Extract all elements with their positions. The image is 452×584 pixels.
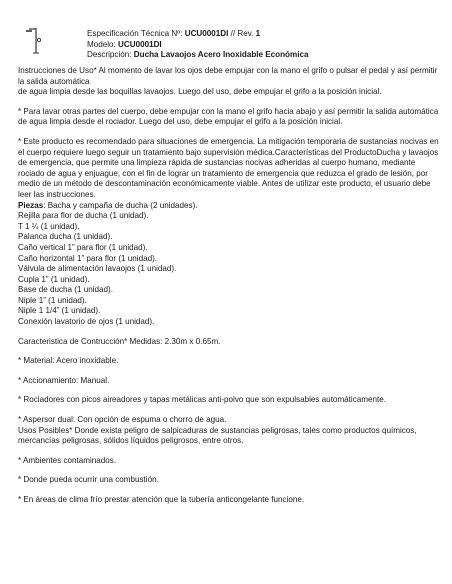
piece-item: Base de ducha (1 unidad). [18, 285, 113, 295]
usage-line-3: de agua limpia desde las boquillas lavaojos. Luego del uso, debe empujar el grifo a la posición inicial. [18, 87, 382, 97]
piece-item: Niple 1 1/4” (1 unidad). [18, 306, 101, 316]
description-value: Ducha Lavaojos Acero Inoxidable Económica [133, 50, 309, 60]
description-label: Descripción: [87, 50, 134, 60]
shower-eyewash-icon [24, 26, 44, 54]
spec-line [87, 29, 447, 40]
usage-line-2: la salida automática [18, 76, 90, 86]
description-line [87, 50, 447, 61]
piece-item: Caño horizontal 1” para flor (1 unidad). [18, 253, 158, 263]
model-label: Modelo: [87, 39, 119, 49]
body-wash-line-1: * Para lavar otras partes del cuerpo, debe empujar con la mano el grifo hacia abajo y así permitir la salida automática [18, 106, 439, 116]
material-line: * Material: Acero inoxidable. [18, 356, 119, 366]
piece-item: Válvula de alimentación lavaojos (1 unidad). [18, 264, 177, 274]
spec-label: Especificación Técnica Nº: [87, 29, 185, 38]
uses-line-2: mercancías peligrosas, sólidos líquidos peligrosos, entre otros. [18, 436, 244, 446]
piece-item: Rejilla para flor de ducha (1 unidad). [18, 211, 149, 221]
features-line-6: leer las instrucciones. [18, 189, 96, 199]
piece-item: Conexión lavatorio de ojos (1 unidad). [18, 317, 155, 327]
piece-item: Niple 1” (1 unidad). [18, 295, 87, 305]
contaminated-line: * Ambientes contaminados. [18, 455, 117, 465]
sprayers-line: * Rociadores con picos aireadores y tapas metálicas anti-polvo que son expulsables automáticamente. [18, 395, 387, 405]
rev-value: 1 [255, 29, 261, 38]
spec-code: UCU0001DI [184, 29, 229, 38]
features-line-1: * Este producto es recomendado para situaciones de emergencia. La mitigación temporaria de sustancias nocivas en [18, 136, 439, 146]
pieces-label: Piezas [18, 200, 44, 210]
drive-line: * Accionamiento: Manual. [18, 375, 110, 385]
features-line-2: el cuerpo requiere luego seguir un tratamiento bajo supervisión médica.Características del ProductoDucha y lavaojos [18, 147, 439, 157]
model-value: UCU0001DI [118, 39, 162, 49]
body-wash-line-2: de agua limpia desde el rociador. Luego del uso, debe empujar el grifo a la posición inicial. [18, 117, 343, 127]
features-line-4: rociado de agua y enjuague, con el fin de lograr un tratamiento de emergencia que reduzca el grado de lesión, por [18, 168, 428, 178]
piece-item: Cupla 1” (1 unidad). [18, 274, 90, 284]
features-line-5: medio de un método de descontaminación económicamente viable. Antes de utilizar este producto, el usuario debe [18, 179, 431, 189]
spec-header [87, 29, 447, 61]
pieces-intro: : Bacha y campaña de ducha (2 unidades). [43, 200, 198, 210]
cold-climate-line: * En áreas de clima frío prestar atención que la tubería anticongelante funcione. [18, 495, 305, 504]
piece-item: Caño vertical 1” para flor (1 unidad). [18, 242, 148, 252]
piece-item: Palanca ducha (1 unidad). [18, 232, 113, 242]
spec-body [18, 66, 442, 506]
usage-line-1: Instrucciones de Uso* Al momento de lavar los ojos debe empujar con la mano el grifo o pulsar el pedal y así permitir [18, 66, 438, 75]
sprinkler-line: * Aspersor dual: Con opción de espuma o chorro de agua. [18, 415, 227, 425]
combustion-line: * Donde pueda ocurrir una combustión. [18, 475, 159, 485]
piece-item: T 1 ¼ (1 unidad). [18, 221, 80, 231]
construction-line: Caracteristica de Contrucción* Medidas: 2.30m x 0.65m. [18, 336, 221, 346]
pieces-heading [18, 201, 442, 212]
rev-label: // Rev. [228, 29, 256, 38]
model-line [87, 40, 447, 51]
uses-line-1: Usos Posibles* Donde exista peligro de salpicaduras de sustancias peligrosas, tales como productos químicos, [18, 425, 417, 435]
features-line-3: de emergencia, que permite una limpieza rápida de sustancias nocivas adheridas al cuerpo humano, mediante [18, 158, 416, 168]
